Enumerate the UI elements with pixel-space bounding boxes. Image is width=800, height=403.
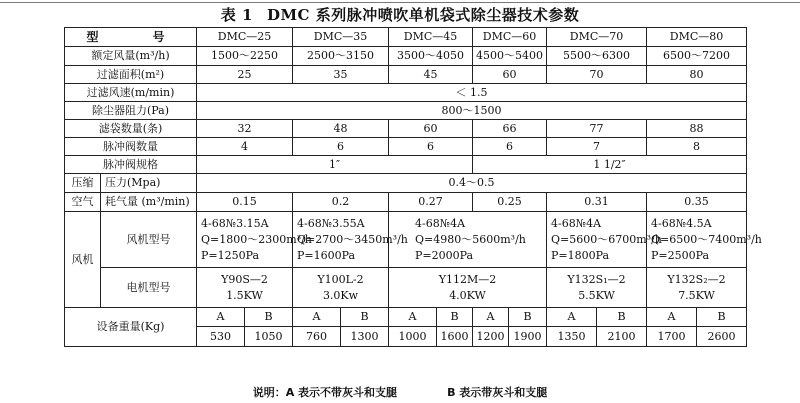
note-b: B 表示带灰斗和支腿 [447, 386, 548, 399]
cell: 4 [197, 138, 293, 156]
group-label-compressed: 压缩 [65, 174, 101, 193]
model-header: DMC—25 [197, 28, 293, 47]
motor-spec-cell: Y132S₁—2 5.5KW [547, 268, 647, 308]
row-label: 滤袋数量(条) [65, 120, 197, 138]
cell: 5500～6300 [547, 47, 647, 66]
cell: 6500～7200 [647, 47, 747, 66]
cell: 7 [547, 138, 647, 156]
cell: 0.35 [647, 193, 747, 212]
valve-spec-row [65, 156, 747, 174]
weight-sub-header: A [647, 308, 697, 327]
weight-sub-header: B [597, 308, 647, 327]
cell: 0.31 [547, 193, 647, 212]
motor-spec-cell: Y132S₂—2 7.5KW [647, 268, 747, 308]
row-label: 电机型号 [101, 268, 197, 308]
row-label: 设备重量(Kg) [65, 308, 197, 347]
motor-spec-cell: Y100L-2 3.0Kw [293, 268, 389, 308]
cell: 45 [389, 66, 473, 84]
weight-sub-header: B [697, 308, 747, 327]
type-header: 型 号 [65, 28, 197, 47]
cell: 0.25 [473, 193, 547, 212]
cell: 530 [197, 327, 245, 347]
cell: 4500～5400 [473, 47, 547, 66]
top-rule [0, 2, 800, 3]
cell: 25 [197, 66, 293, 84]
weight-sub-header: B [437, 308, 473, 327]
bag-count-row [65, 120, 747, 138]
cell: 1900 [509, 327, 547, 347]
cell: 1600 [437, 327, 473, 347]
table-title [0, 4, 800, 25]
model-header: DMC—45 [389, 28, 473, 47]
cell: 8 [647, 138, 747, 156]
fan-model-row [65, 212, 747, 268]
cell: ＜ 1.5 [197, 84, 747, 102]
weight-sub-header: A [473, 308, 509, 327]
row-label: 耗气量 (m³/min) [101, 193, 197, 212]
table-number: 表 1 [220, 6, 253, 24]
weight-sub-header: A [547, 308, 597, 327]
table-title-text: DMC 系列脉冲喷吹单机袋式除尘器技术参数 [266, 6, 580, 24]
filter-speed-row [65, 84, 747, 102]
air-consumption-row [65, 193, 747, 212]
row-label: 过滤风速(m/min) [65, 84, 197, 102]
motor-spec-cell: Y90S—2 1.5KW [197, 268, 293, 308]
cell: 48 [293, 120, 389, 138]
fan-spec-cell: 4-68№4A Q=4980～5600m³/h P=2000Pa [389, 212, 547, 268]
cell: 1700 [647, 327, 697, 347]
group-label-air: 空气 [65, 193, 101, 212]
row-label: 额定风量(m³/h) [65, 47, 197, 66]
resistance-row [65, 102, 747, 120]
row-label: 脉冲阀规格 [65, 156, 197, 174]
cell: 66 [473, 120, 547, 138]
group-label-fan: 风机 [65, 212, 101, 308]
cell: 0.15 [197, 193, 293, 212]
note-a: 说明：A 表示不带灰斗和支腿 [252, 386, 398, 399]
model-header: DMC—70 [547, 28, 647, 47]
cell: 70 [547, 66, 647, 84]
cell: 0.4～0.5 [197, 174, 747, 193]
cell: 2500～3150 [293, 47, 389, 66]
cell: 1″ [197, 156, 473, 174]
cell: 2100 [597, 327, 647, 347]
cell: 800～1500 [197, 102, 747, 120]
cell: 760 [293, 327, 341, 347]
cell: 88 [647, 120, 747, 138]
weight-sub-header: A [197, 308, 245, 327]
air-pressure-row [65, 174, 747, 193]
fan-spec-cell: 4-68№3.55A Q=2700～3450m³/h P=1600Pa [293, 212, 389, 268]
weight-sub-header-row [65, 308, 747, 327]
row-label: 压力(Mpa) [101, 174, 197, 193]
motor-model-row [65, 268, 747, 308]
cell: 1 1/2″ [473, 156, 747, 174]
cell: 77 [547, 120, 647, 138]
weight-sub-header: A [293, 308, 341, 327]
filter-area-row [65, 66, 747, 84]
cell: 6 [293, 138, 389, 156]
cell: 0.27 [389, 193, 473, 212]
valve-count-row [65, 138, 747, 156]
cell: 35 [293, 66, 389, 84]
row-label: 脉冲阀数量 [65, 138, 197, 156]
cell: 0.2 [293, 193, 389, 212]
cell: 80 [647, 66, 747, 84]
cell: 1050 [245, 327, 293, 347]
cell: 60 [473, 66, 547, 84]
cell: 6 [389, 138, 473, 156]
cell: 1300 [341, 327, 389, 347]
weight-sub-header: B [341, 308, 389, 327]
row-label: 除尘器阻力(Pa) [65, 102, 197, 120]
weight-sub-header: A [389, 308, 437, 327]
model-header: DMC—60 [473, 28, 547, 47]
fan-spec-cell: 4-68№4A Q=5600～6700m³/h P=1800Pa [547, 212, 647, 268]
cell: 6 [473, 138, 547, 156]
cell: 32 [197, 120, 293, 138]
air-volume-row [65, 47, 747, 66]
cell: 2600 [697, 327, 747, 347]
fan-spec-cell: 4-68№4.5A Q=6500～7400m³/h P=2500Pa [647, 212, 747, 268]
cell: 60 [389, 120, 473, 138]
header-row [65, 28, 747, 47]
cell: 1350 [547, 327, 597, 347]
row-label: 过滤面积(m²) [65, 66, 197, 84]
table-note [0, 384, 800, 400]
model-header: DMC—35 [293, 28, 389, 47]
row-label: 风机型号 [101, 212, 197, 268]
fan-spec-cell: 4-68№3.15A Q=1800～2300m³/h P=1250Pa [197, 212, 293, 268]
cell: 1000 [389, 327, 437, 347]
model-header: DMC—80 [647, 28, 747, 47]
cell: 1200 [473, 327, 509, 347]
weight-sub-header: B [509, 308, 547, 327]
cell: 3500～4050 [389, 47, 473, 66]
cell: 1500～2250 [197, 47, 293, 66]
motor-spec-cell: Y112M—2 4.0KW [389, 268, 547, 308]
weight-sub-header: B [245, 308, 293, 327]
spec-table [64, 27, 762, 347]
